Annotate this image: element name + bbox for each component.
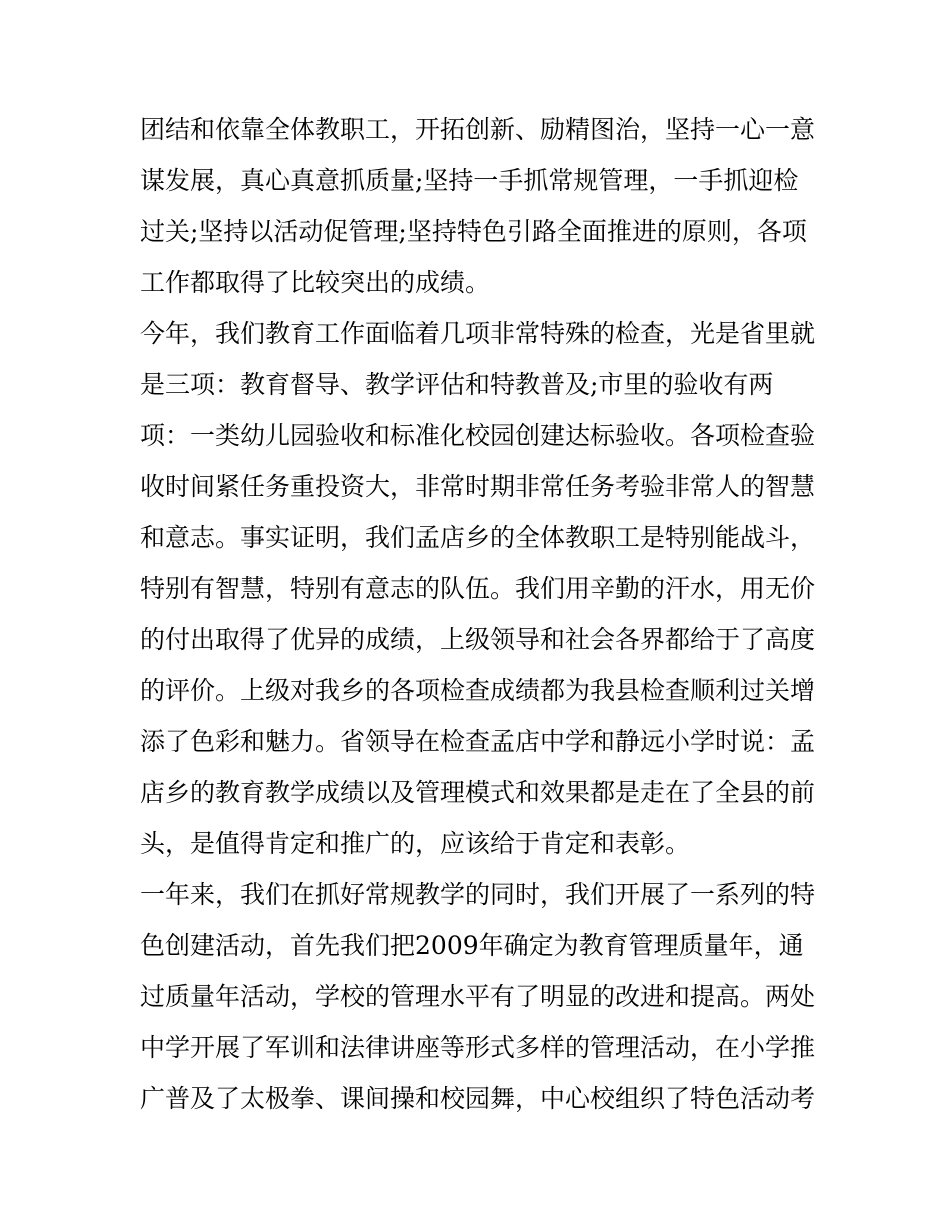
text-line: 过质量年活动，学校的管理水平有了明显的改进和提高。两处	[140, 982, 816, 1011]
text-line: 是三项：教育督导、教学评估和特教普及;市里的验收有两	[140, 370, 774, 399]
document-body	[140, 104, 815, 1124]
text-line: 谋发展，真心真意抓质量;坚持一手抓常规管理，一手抓迎检	[140, 166, 799, 195]
text-line: 的付出取得了优异的成绩，上级领导和社会各界都给于了高度	[140, 625, 816, 654]
text-line: 工作都取得了比较突出的成绩。	[140, 268, 491, 297]
text-line: 过关;坚持以活动促管理;坚持特色引路全面推进的原则，各项	[140, 217, 807, 246]
text-line: 收时间紧任务重投资大，非常时期非常任务考验非常人的智慧	[140, 472, 816, 501]
text-line: 和意志。事实证明，我们孟店乡的全体教职工是特别能战斗，	[140, 523, 816, 552]
text-line: 团结和依靠全体教职工，开拓创新、励精图治，坚持一心一意	[140, 115, 816, 144]
text-line: 一年来，我们在抓好常规教学的同时，我们开展了一系列的特	[140, 880, 816, 909]
text-line: 广普及了太极拳、课间操和校园舞，中心校组织了特色活动考	[140, 1084, 816, 1113]
text-line: 头，是值得肯定和推广的，应该给于肯定和表彰。	[140, 829, 691, 858]
text-line: 特别有智慧，特别有意志的队伍。我们用辛勤的汗水，用无价	[140, 574, 816, 603]
text-line: 今年，我们教育工作面临着几项非常特殊的检查，光是省里就	[140, 319, 816, 348]
text-line: 中学开展了军训和法律讲座等形式多样的管理活动，在小学推	[140, 1033, 816, 1062]
text-line: 项：一类幼儿园验收和标准化校园创建达标验收。各项检查验	[140, 421, 816, 450]
text-line: 色创建活动，首先我们把2009年确定为教育管理质量年，通	[140, 931, 804, 960]
text-line: 添了色彩和魅力。省领导在检查孟店中学和静远小学时说：孟	[140, 727, 816, 756]
text-line: 店乡的教育教学成绩以及管理模式和效果都是走在了全县的前	[140, 778, 816, 807]
text-line: 的评价。上级对我乡的各项检查成绩都为我县检查顺利过关增	[140, 676, 816, 705]
